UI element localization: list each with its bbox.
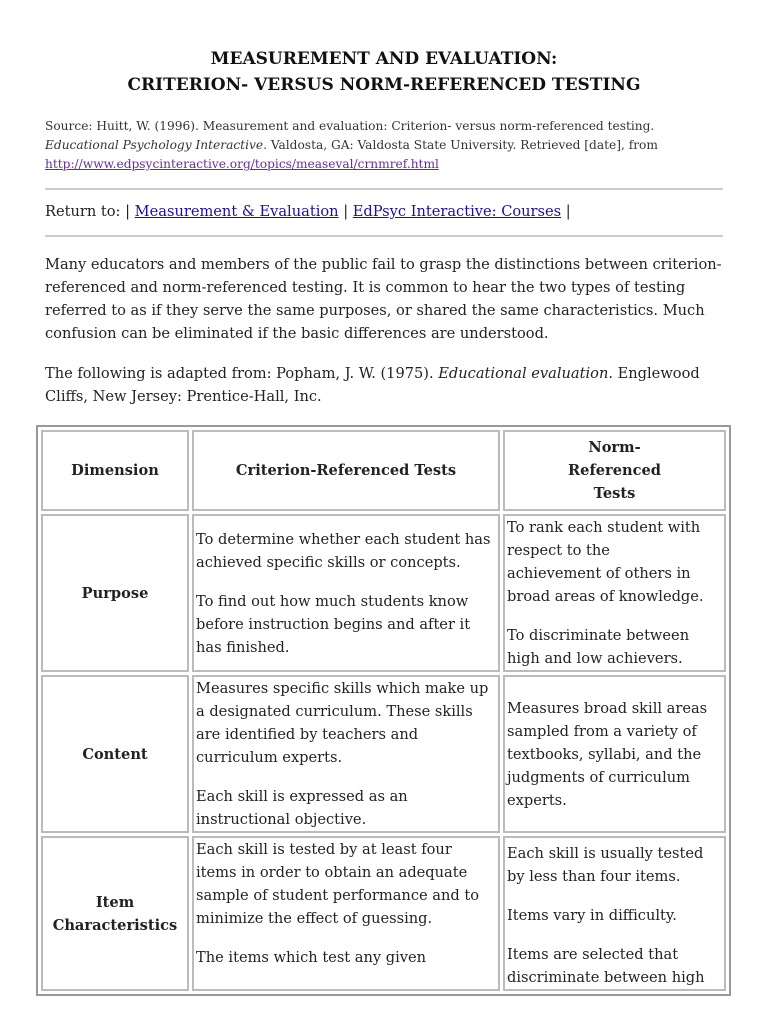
- header-dimension: Dimension: [41, 430, 189, 511]
- cell-text: To rank each student with respect to the: [507, 519, 701, 559]
- measurement-evaluation-link[interactable]: Measurement & Evaluation: [134, 203, 339, 220]
- return-label: Return to: |: [45, 203, 131, 220]
- cell-text: Items are selected that discriminate between high: [507, 946, 705, 986]
- cell-text: Each skill is expressed as an instructional objective.: [196, 788, 408, 828]
- source-publisher: . Valdosta, GA: Valdosta State University. Retrieved [date], from: [263, 138, 658, 152]
- cell-text: Each skill is usually tested by less than four items.: [507, 845, 704, 885]
- table-row: [41, 836, 726, 991]
- intro-paragraph: Many educators and members of the public fail to grasp the distinctions between criterion-referenced and norm-referenced testing. It is common to hear the two types of testing referred to as if they serve the same purposes, or shared the same characteristics. Much confusion can be eliminated if the basic differences are understood.: [45, 256, 722, 342]
- adapted-text: The following is adapted from: Popham, J. W. (1975).: [45, 365, 439, 382]
- norm-cell: [503, 675, 726, 833]
- page-title: [45, 0, 723, 98]
- cell-text: Each skill is tested by at least four items in order to obtain an adequate sample of student performance and to minimize the effect of guessing.: [196, 841, 480, 927]
- cell-text: To find out how much students know before instruction begins and after it has finished.: [196, 592, 471, 656]
- cell-text: To discriminate between high and low achievers.: [507, 627, 690, 667]
- header-norm: Norm-Referenced Tests: [503, 430, 726, 511]
- table-header-row: [41, 430, 726, 511]
- table-row: [41, 514, 726, 672]
- nav-separator: |: [565, 203, 571, 220]
- cell-text: Measures specific skills which make up a designated curriculum. These skills are identified by teachers and curriculum experts.: [196, 680, 489, 766]
- divider: [45, 188, 723, 190]
- norm-cell: [503, 514, 726, 672]
- cell-text: achievement of others in broad areas of knowledge.: [507, 565, 704, 605]
- adapted-publisher: . Englewood Cliffs, New Jersey: Prentice-Hall, Inc.: [45, 365, 700, 405]
- cell-text: The items which test any given: [196, 949, 427, 966]
- edpsyc-courses-link[interactable]: EdPsyc Interactive: Courses: [352, 203, 562, 220]
- source-citation: [45, 117, 723, 174]
- dimension-cell: Purpose: [41, 514, 189, 672]
- cell-text: Measures broad skill areas sampled from a variety of textbooks, syllabi, and the judgments of curriculum experts.: [507, 699, 708, 809]
- title-line-1: MEASUREMENT AND EVALUATION:: [210, 49, 558, 69]
- criterion-cell: [192, 836, 500, 991]
- header-criterion: Criterion-Referenced Tests: [192, 430, 500, 511]
- criterion-cell: [192, 675, 500, 833]
- dimension-cell: Content: [41, 675, 189, 833]
- nav-separator: |: [343, 203, 349, 220]
- norm-cell: [503, 836, 726, 991]
- adapted-from-paragraph: [45, 362, 723, 408]
- table-row: [41, 675, 726, 833]
- cell-text: Items vary in difficulty.: [507, 907, 677, 924]
- divider: [45, 235, 723, 237]
- title-line-2: CRITERION- VERSUS NORM-REFERENCED TESTING: [127, 75, 641, 95]
- dimension-cell: Item Characteristics: [41, 836, 189, 991]
- adapted-book-title: Educational evaluation: [438, 365, 609, 382]
- source-text: Source: Huitt, W. (1996). Measurement and evaluation: Criterion- versus norm-referenced testing.: [45, 119, 655, 133]
- cell-text: To determine whether each student has achieved specific skills or concepts.: [196, 530, 491, 571]
- comparison-table: [36, 425, 731, 996]
- source-url-link[interactable]: http://www.edpsycinteractive.org/topics/measeval/crnmref.html: [45, 157, 439, 171]
- source-journal: Educational Psychology Interactive: [45, 138, 264, 152]
- criterion-cell: [192, 514, 500, 672]
- return-nav: [45, 200, 723, 223]
